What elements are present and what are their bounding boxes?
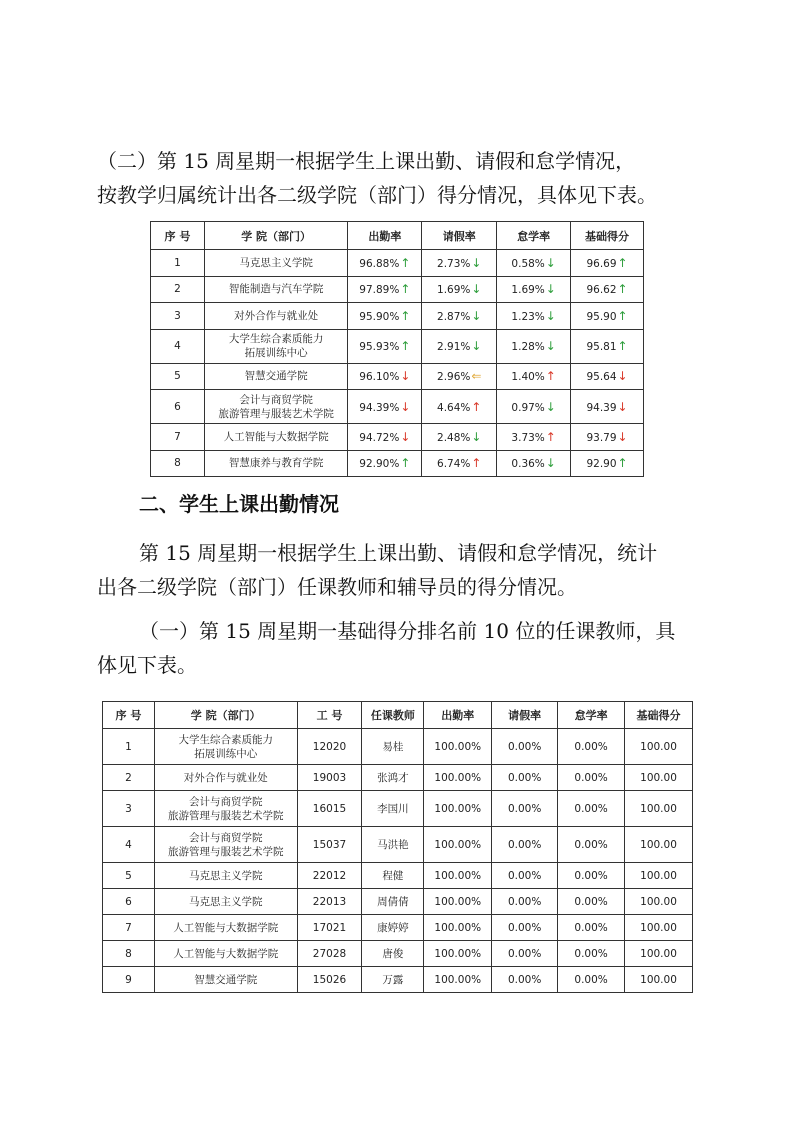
- leave-rate: 0.00%: [492, 941, 558, 967]
- value-text: 1.23%: [511, 310, 545, 323]
- table-row: [151, 363, 644, 390]
- base-score: 100.00: [625, 889, 693, 915]
- value-cell: [348, 424, 422, 451]
- college-name-line: 会计与商贸学院: [188, 795, 263, 808]
- staff-id: 27028: [297, 941, 362, 967]
- value-text: 96.62: [586, 284, 617, 297]
- value-text: 95.93%: [359, 341, 400, 353]
- value-cell: [571, 363, 644, 390]
- row-number: 2: [103, 765, 155, 791]
- column-header: 出勤率: [424, 702, 492, 729]
- value-text: 3.73%: [511, 431, 545, 444]
- value-cell: [422, 450, 497, 477]
- truancy-rate: 0.00%: [558, 729, 625, 765]
- arrow-up-icon: ↑: [471, 399, 482, 414]
- value-text: 92.90: [586, 458, 617, 471]
- row-number: 7: [151, 424, 205, 451]
- arrow-down-icon: ↓: [471, 282, 482, 297]
- value-cell: [571, 303, 644, 330]
- value-cell: [422, 390, 497, 424]
- value-text: 96.69: [586, 257, 617, 270]
- arrow-down-icon: ↓: [545, 339, 556, 353]
- value-text: 92.90%: [359, 458, 400, 471]
- college-name-line: 智慧交通学院: [244, 370, 308, 383]
- value-text: 0.58%: [511, 257, 545, 270]
- value-text: 95.64: [586, 371, 617, 384]
- attendance-rate: 100.00%: [424, 941, 492, 967]
- value-cell: [497, 450, 571, 477]
- value-cell: [497, 329, 571, 363]
- college-cell: [154, 827, 297, 863]
- value-cell: [422, 424, 497, 451]
- college-name-line: 大学生综合素质能力: [228, 333, 324, 345]
- college-cell: [204, 363, 348, 390]
- college-name-line: 旅游管理与服装艺术学院: [167, 809, 284, 822]
- value-cell: [497, 276, 571, 303]
- college-name-line: 旅游管理与服装艺术学院: [218, 407, 334, 420]
- value-cell: [422, 303, 497, 330]
- value-cell: [497, 390, 571, 424]
- column-header: 请假率: [422, 222, 497, 250]
- value-cell: [348, 450, 422, 477]
- attendance-rate: 100.00%: [424, 827, 492, 863]
- staff-id: 12020: [297, 729, 362, 765]
- row-number: 8: [103, 941, 155, 967]
- column-header: 基础得分: [625, 702, 693, 729]
- college-name-line: 人工智能与大数据学院: [173, 947, 279, 960]
- value-text: 2.48%: [437, 431, 471, 444]
- value-cell: [348, 276, 422, 303]
- teacher-name: 康婷婷: [362, 915, 424, 941]
- college-cell: [204, 329, 348, 363]
- column-header: 序 号: [151, 222, 205, 250]
- arrow-up-icon: ↑: [400, 456, 411, 471]
- attendance-rate: 100.00%: [424, 889, 492, 915]
- college-name-line: 大学生综合素质能力: [178, 733, 273, 746]
- value-text: 94.39%: [359, 401, 400, 414]
- value-text: 2.91%: [437, 341, 471, 353]
- college-cell: [204, 276, 348, 303]
- truancy-rate: 0.00%: [558, 889, 625, 915]
- table-row: [103, 827, 693, 863]
- table-row: [103, 941, 693, 967]
- value-text: 2.73%: [437, 257, 471, 270]
- row-number: 9: [103, 967, 155, 993]
- value-text: 1.69%: [437, 284, 471, 297]
- value-cell: [422, 276, 497, 303]
- leave-rate: 0.00%: [492, 915, 558, 941]
- college-cell: [204, 450, 348, 477]
- teacher-name: 唐俊: [362, 941, 424, 967]
- value-cell: [571, 424, 644, 451]
- base-score: 100.00: [625, 729, 693, 765]
- college-name-line: 马克思主义学院: [239, 256, 313, 269]
- base-score: 100.00: [625, 967, 693, 993]
- value-cell: [348, 363, 422, 390]
- value-cell: [497, 424, 571, 451]
- teacher-name: 周倩倩: [362, 889, 424, 915]
- college-name-line: 拓展训练中心: [244, 347, 308, 359]
- row-number: 4: [103, 827, 155, 863]
- leave-rate: 0.00%: [492, 765, 558, 791]
- arrow-down-icon: ↓: [545, 399, 556, 414]
- base-score: 100.00: [625, 791, 693, 827]
- arrow-down-icon: ↓: [471, 255, 482, 270]
- row-number: 5: [103, 863, 155, 889]
- attendance-rate: 100.00%: [424, 967, 492, 993]
- arrow-up-icon: ↑: [545, 369, 556, 384]
- value-cell: [571, 329, 644, 363]
- value-cell: [348, 250, 422, 277]
- arrow-down-icon: ↓: [471, 308, 482, 323]
- column-header: 怠学率: [497, 222, 571, 250]
- para2-line2: 出各二级学院（部门）任课教师和辅导员的得分情况。: [97, 575, 577, 599]
- para3-line2: 体见下表。: [97, 653, 197, 677]
- value-cell: [348, 303, 422, 330]
- staff-id: 22012: [297, 863, 362, 889]
- table-row: [103, 967, 693, 993]
- value-text: 94.39: [586, 401, 617, 414]
- table-row: [151, 303, 644, 330]
- arrow-left-icon: ⇐: [471, 369, 482, 384]
- value-text: 1.28%: [511, 341, 545, 353]
- leave-rate: 0.00%: [492, 967, 558, 993]
- truancy-rate: 0.00%: [558, 765, 625, 791]
- staff-id: 22013: [297, 889, 362, 915]
- college-cell: [154, 941, 297, 967]
- table-row: [103, 791, 693, 827]
- table-row: [103, 915, 693, 941]
- attendance-rate: 100.00%: [424, 863, 492, 889]
- college-name-line: 拓展训练中心: [194, 747, 258, 760]
- row-number: 5: [151, 363, 205, 390]
- value-cell: [571, 390, 644, 424]
- teacher-score-table: [102, 701, 693, 993]
- arrow-down-icon: ↓: [545, 282, 556, 297]
- college-name-line: 人工智能与大数据学院: [173, 921, 279, 934]
- row-number: 6: [103, 889, 155, 915]
- base-score: 100.00: [625, 827, 693, 863]
- column-header: 请假率: [492, 702, 558, 729]
- college-name-line: 智慧交通学院: [194, 973, 258, 986]
- college-cell: [154, 791, 297, 827]
- value-cell: [422, 363, 497, 390]
- base-score: 100.00: [625, 765, 693, 791]
- college-name-line: 会计与商贸学院: [239, 393, 313, 406]
- arrow-up-icon: ↑: [400, 255, 411, 270]
- value-text: 0.97%: [511, 401, 545, 414]
- value-text: 95.90: [586, 310, 617, 323]
- arrow-down-icon: ↓: [617, 399, 628, 414]
- college-cell: [154, 915, 297, 941]
- college-name-line: 智能制造与汽车学院: [228, 283, 324, 296]
- truancy-rate: 0.00%: [558, 915, 625, 941]
- arrow-up-icon: ↑: [471, 456, 482, 471]
- table-row: [151, 424, 644, 451]
- college-name-line: 对外合作与就业处: [234, 309, 319, 322]
- column-header: 基础得分: [571, 222, 644, 250]
- college-cell: [154, 967, 297, 993]
- teacher-name: 李国川: [362, 791, 424, 827]
- arrow-down-icon: ↓: [545, 308, 556, 323]
- row-number: 4: [151, 329, 205, 363]
- college-cell: [204, 390, 348, 424]
- college-name-line: 会计与商贸学院: [188, 831, 263, 844]
- college-cell: [204, 250, 348, 277]
- arrow-down-icon: ↓: [545, 255, 556, 270]
- arrow-up-icon: ↑: [617, 339, 628, 353]
- column-header: 工 号: [297, 702, 362, 729]
- staff-id: 16015: [297, 791, 362, 827]
- value-text: 97.89%: [359, 284, 400, 297]
- leave-rate: 0.00%: [492, 889, 558, 915]
- college-score-table: [150, 221, 644, 477]
- table-row: [151, 276, 644, 303]
- value-text: 96.10%: [359, 371, 400, 384]
- college-name-line: 智慧康养与教育学院: [228, 457, 324, 470]
- value-cell: [348, 390, 422, 424]
- para1-line1: （二）第 15 周星期一根据学生上课出勤、请假和怠学情况，: [97, 149, 636, 173]
- table-row: [151, 329, 644, 363]
- college-cell: [154, 889, 297, 915]
- value-cell: [497, 250, 571, 277]
- row-number: 2: [151, 276, 205, 303]
- arrow-down-icon: ↓: [545, 456, 556, 471]
- value-cell: [422, 250, 497, 277]
- table-row: [103, 889, 693, 915]
- arrow-up-icon: ↑: [617, 255, 628, 270]
- value-text: 96.88%: [359, 257, 400, 270]
- college-cell: [154, 729, 297, 765]
- teacher-name: 程健: [362, 863, 424, 889]
- value-text: 0.36%: [511, 458, 545, 471]
- arrow-up-icon: ↑: [617, 308, 628, 323]
- value-text: 6.74%: [437, 458, 471, 471]
- value-cell: [571, 276, 644, 303]
- staff-id: 19003: [297, 765, 362, 791]
- truancy-rate: 0.00%: [558, 791, 625, 827]
- section-heading: 二、学生上课出勤情况: [139, 492, 339, 516]
- base-score: 100.00: [625, 863, 693, 889]
- para3-line1: （一）第 15 周星期一基础得分排名前 10 位的任课教师，具: [139, 619, 676, 643]
- arrow-down-icon: ↓: [400, 429, 411, 444]
- truancy-rate: 0.00%: [558, 827, 625, 863]
- arrow-up-icon: ↑: [400, 339, 411, 353]
- value-text: 1.69%: [511, 284, 545, 297]
- staff-id: 15037: [297, 827, 362, 863]
- column-header: 学 院（部门）: [154, 702, 297, 729]
- column-header: 序 号: [103, 702, 155, 729]
- table-row: [103, 729, 693, 765]
- row-number: 1: [103, 729, 155, 765]
- college-cell: [154, 765, 297, 791]
- value-text: 1.40%: [511, 371, 545, 384]
- college-cell: [204, 424, 348, 451]
- attendance-rate: 100.00%: [424, 765, 492, 791]
- attendance-rate: 100.00%: [424, 791, 492, 827]
- arrow-down-icon: ↓: [617, 369, 628, 384]
- truancy-rate: 0.00%: [558, 967, 625, 993]
- teacher-name: 张鸿才: [362, 765, 424, 791]
- attendance-rate: 100.00%: [424, 915, 492, 941]
- column-header: 怠学率: [558, 702, 625, 729]
- value-text: 2.96%: [437, 371, 471, 384]
- college-cell: [154, 863, 297, 889]
- para1-line2: 按教学归属统计出各二级学院（部门）得分情况，具体见下表。: [97, 183, 657, 207]
- column-header: 学 院（部门）: [204, 222, 348, 250]
- value-cell: [571, 250, 644, 277]
- column-header: 任课教师: [362, 702, 424, 729]
- value-text: 95.81: [586, 341, 617, 353]
- college-name-line: 马克思主义学院: [188, 869, 263, 882]
- teacher-name: 易桂: [362, 729, 424, 765]
- teacher-name: 马洪艳: [362, 827, 424, 863]
- base-score: 100.00: [625, 941, 693, 967]
- value-text: 95.90%: [359, 310, 400, 323]
- arrow-down-icon: ↓: [471, 429, 482, 444]
- table-row: [151, 450, 644, 477]
- attendance-rate: 100.00%: [424, 729, 492, 765]
- leave-rate: 0.00%: [492, 863, 558, 889]
- staff-id: 15026: [297, 967, 362, 993]
- base-score: 100.00: [625, 915, 693, 941]
- value-text: 94.72%: [359, 431, 400, 444]
- row-number: 7: [103, 915, 155, 941]
- value-cell: [422, 329, 497, 363]
- leave-rate: 0.00%: [492, 827, 558, 863]
- arrow-up-icon: ↑: [617, 456, 628, 471]
- college-cell: [204, 303, 348, 330]
- leave-rate: 0.00%: [492, 791, 558, 827]
- truancy-rate: 0.00%: [558, 863, 625, 889]
- row-number: 6: [151, 390, 205, 424]
- value-cell: [497, 363, 571, 390]
- college-name-line: 马克思主义学院: [188, 895, 263, 908]
- college-name-line: 旅游管理与服装艺术学院: [167, 845, 284, 858]
- arrow-down-icon: ↓: [400, 369, 411, 384]
- column-header: 出勤率: [348, 222, 422, 250]
- arrow-up-icon: ↑: [617, 282, 628, 297]
- arrow-up-icon: ↑: [545, 429, 556, 444]
- teacher-name: 万露: [362, 967, 424, 993]
- row-number: 3: [103, 791, 155, 827]
- truancy-rate: 0.00%: [558, 941, 625, 967]
- arrow-up-icon: ↑: [400, 282, 411, 297]
- table-row: [151, 250, 644, 277]
- college-name-line: 人工智能与大数据学院: [223, 430, 329, 443]
- staff-id: 17021: [297, 915, 362, 941]
- row-number: 8: [151, 450, 205, 477]
- value-cell: [497, 303, 571, 330]
- value-text: 2.87%: [437, 310, 471, 323]
- para2-line1: 第 15 周星期一根据学生上课出勤、请假和怠学情况，统计: [139, 541, 658, 565]
- row-number: 1: [151, 250, 205, 277]
- table-row: [103, 765, 693, 791]
- arrow-down-icon: ↓: [471, 339, 482, 353]
- leave-rate: 0.00%: [492, 729, 558, 765]
- value-cell: [571, 450, 644, 477]
- table-row: [103, 863, 693, 889]
- college-name-line: 对外合作与就业处: [183, 771, 268, 784]
- value-cell: [348, 329, 422, 363]
- value-text: 4.64%: [437, 401, 471, 414]
- arrow-up-icon: ↑: [400, 308, 411, 323]
- arrow-down-icon: ↓: [617, 429, 628, 444]
- arrow-down-icon: ↓: [400, 399, 411, 414]
- table-row: [151, 390, 644, 424]
- value-text: 93.79: [586, 431, 617, 444]
- row-number: 3: [151, 303, 205, 330]
